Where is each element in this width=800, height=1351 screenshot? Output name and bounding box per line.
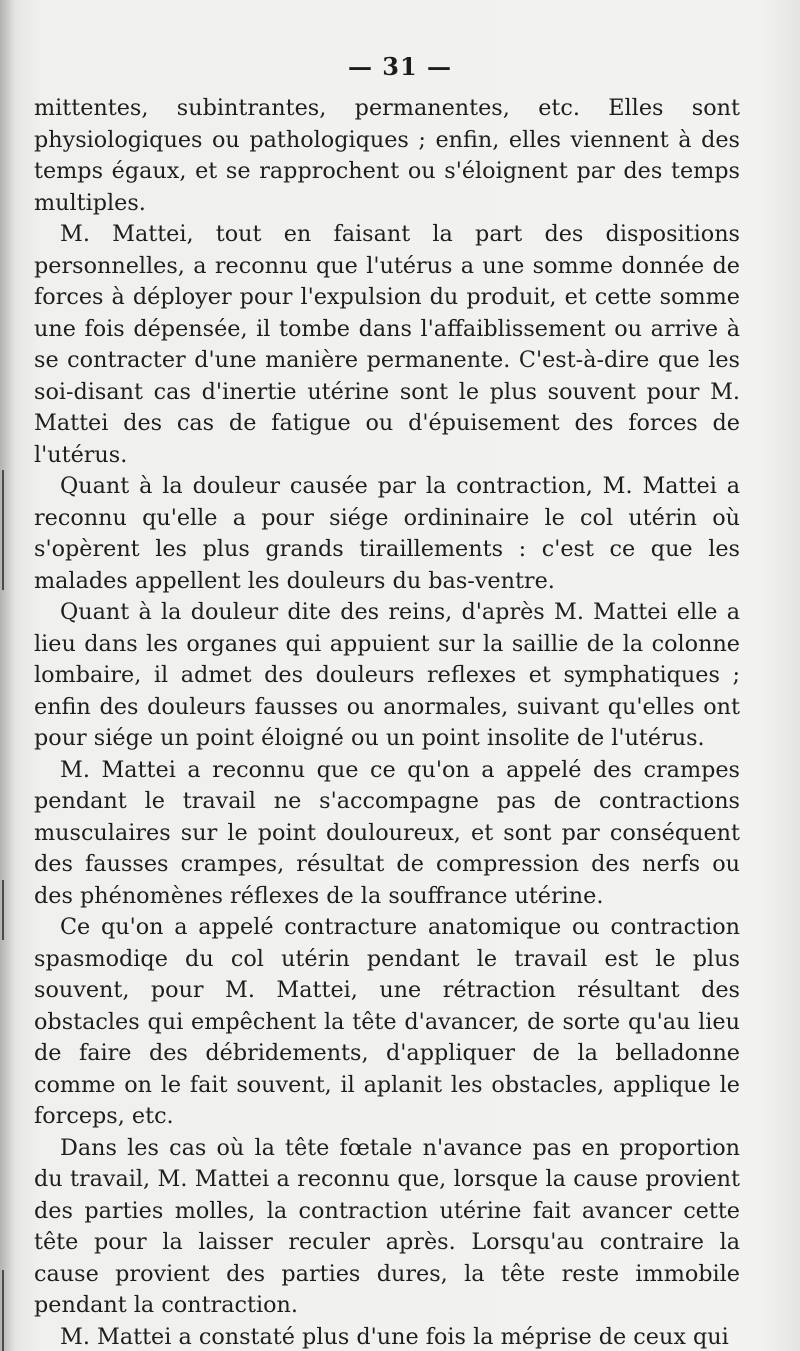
margin-rule	[2, 1270, 4, 1351]
binding-shadow	[0, 0, 14, 1351]
paragraph: M. Mattei a constaté plus d'une fois la méprise de ceux qui	[60, 1323, 729, 1350]
margin-rule	[2, 880, 4, 940]
body-text	[34, 93, 740, 1351]
paragraph: mittentes, subintrantes, permanentes, etc. Elles sont physiologiques ou pathologiques ; enfin, elles viennent à des temps égaux, et se rapprochent ou s'éloignent par des temps multiples.	[34, 95, 740, 216]
paragraph: Quant à la douleur dite des reins, d'après M. Mattei elle a lieu dans les organes qui appuient sur la saillie de la colonne lombaire, il admet des douleurs reflexes et symphatiques ; enfin des douleurs fausses ou anormales, suivant qu'elles ont pour siége un point éloigné ou un point insolite de l'utérus.	[34, 599, 740, 751]
paragraph: M. Mattei, tout en faisant la part des dispositions personnelles, a reconnu que l'utérus a une somme donnée de forces à déployer pour l'expulsion du produit, et cette somme une fois dépensée, il tombe dans l'affaiblissement ou arrive à se contracter d'une manière permanente. C'est-à-dire que les soi-disant cas d'inertie utérine sont le plus souvent pour M. Mattei des cas de fatigue ou d'épuisement des forces de l'utérus.	[34, 221, 740, 468]
paragraph: Quant à la douleur causée par la contraction, M. Mattei a reconnu qu'elle a pour siége ordininaire le col utérin où s'opèrent les plus grands tiraillements : c'est ce que les malades appellent les douleurs du bas-ventre.	[34, 473, 740, 594]
paragraph: M. Mattei a reconnu que ce qu'on a appelé des crampes pendant le travail ne s'accompagne pas de contractions musculaires sur le point douloureux, et sont par conséquent des fausses crampes, résultat de compression des nerfs ou des phénomènes réflexes de la souffrance utérine.	[34, 756, 740, 909]
page-number: — 31 —	[347, 52, 453, 81]
paragraph: Dans les cas où la tête fœtale n'avance pas en proportion du travail, M. Mattei a reconnu que, lorsque la cause provient des parties molles, la contraction utérine fait avancer cette tête pour la laisser reculer après. Lorsqu'au contraire la cause provient des parties dures, la tête reste immobile pendant la contraction.	[34, 1134, 740, 1318]
margin-rule	[2, 470, 4, 590]
paragraph: Ce qu'on a appelé contracture anatomique ou contraction spasmodiqe du col utérin pendant le travail est le plus souvent, pour M. Mattei, une rétraction résultant des obstacles qui empêchent la tête d'avancer, de sorte qu'au lieu de faire des débridements, d'appliquer de la belladonne comme on le fait souvent, il aplanit les obstacles, applique le forceps, etc.	[34, 914, 740, 1129]
